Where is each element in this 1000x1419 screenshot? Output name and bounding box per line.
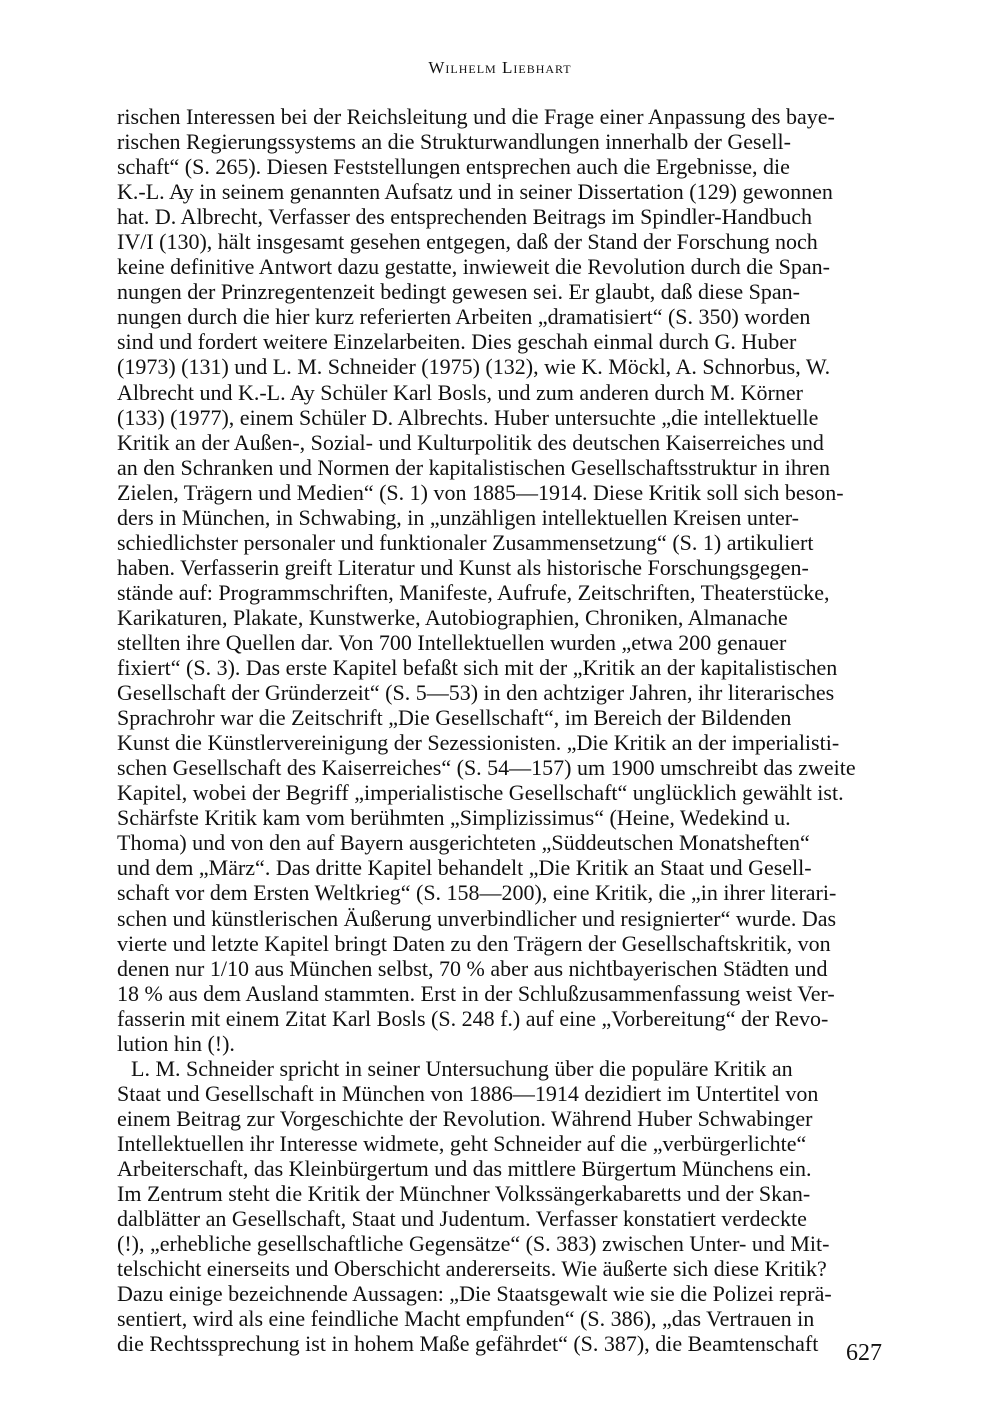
- text-line: keine definitive Antwort dazu gestatte, inwieweit die Revolution durch die Span-: [117, 254, 830, 280]
- text-line: Karikaturen, Plakate, Kunstwerke, Autobiographien, Chroniken, Almanache: [117, 604, 788, 630]
- text-line: Schärfste Kritik kam vom berühmten „Simplizissimus“ (Heine, Wedekind u.: [117, 805, 791, 831]
- text-line: Zielen, Trägern und Medien“ (S. 1) von 1885—1914. Diese Kritik soll sich beson-: [117, 479, 844, 505]
- text-line: die Rechtssprechung ist in hohem Maße gefährdet“ (S. 387), die Beamtenschaft: [117, 1331, 819, 1357]
- text-line: Thoma) und von den auf Bayern ausgerichteten „Süddeutschen Monatsheften“: [117, 830, 810, 856]
- text-line: L. M. Schneider spricht in seiner Untersuchung über die populäre Kritik an: [131, 1055, 793, 1081]
- text-line: telschicht einerseits und Oberschicht andererseits. Wie äußerte sich diese Kritik?: [117, 1256, 827, 1282]
- text-line: Gesellschaft der Gründerzeit“ (S. 5—53) in den achtziger Jahren, ihr literarisches: [117, 680, 835, 706]
- text-line: nungen der Prinzregentenzeit bedingt gewesen sei. Er glaubt, daß diese Span-: [117, 279, 800, 305]
- text-line: stellten ihre Quellen dar. Von 700 Intellektuellen wurden „etwa 200 genauer: [117, 629, 787, 655]
- text-line: an den Schranken und Normen der kapitalistischen Gesellschaftsstruktur in ihren: [117, 454, 830, 480]
- text-line: vierte und letzte Kapitel bringt Daten zu den Trägern der Gesellschaftskritik, von: [117, 930, 831, 956]
- text-line: hat. D. Albrecht, Verfasser des entsprechenden Beitrags im Spindler-Handbuch: [117, 204, 813, 230]
- text-line: dalblätter an Gesellschaft, Staat und Judentum. Verfasser konstatiert verdeckte: [117, 1206, 807, 1232]
- text-line: Im Zentrum steht die Kritik der Münchner Volkssängerkabaretts und der Skan-: [117, 1181, 811, 1207]
- text-line: K.-L. Ay in seinem genannten Aufsatz und in seiner Dissertation (129) gewonnen: [117, 179, 833, 205]
- text-line: Kunst die Künstlervereinigung der Sezessionisten. „Die Kritik an der imperialisti-: [117, 730, 840, 756]
- text-line: Albrecht und K.-L. Ay Schüler Karl Bosls, und zum anderen durch M. Körner: [117, 379, 803, 405]
- text-line: ders in München, in Schwabing, in „unzähligen intellektuellen Kreisen unter-: [117, 504, 799, 530]
- text-line: lution hin (!).: [117, 1030, 235, 1056]
- text-line: schaft“ (S. 265). Diesen Feststellungen entsprechen auch die Ergebnisse, die: [117, 154, 790, 180]
- text-line: schen und künstlerischen Äußerung unverbindlicher und resignierter“ wurde. Das: [117, 905, 837, 931]
- text-line: und dem „März“. Das dritte Kapitel behandelt „Die Kritik an Staat und Gesell-: [117, 855, 812, 881]
- text-line: rischen Regierungssystems an die Strukturwandlungen innerhalb der Gesell-: [117, 129, 791, 155]
- text-line: (1973) (131) und L. M. Schneider (1975) (132), wie K. Möckl, A. Schnorbus, W.: [117, 354, 831, 380]
- text-line: haben. Verfasserin greift Literatur und Kunst als historische Forschungsgegen-: [117, 554, 809, 580]
- text-line: schaft vor dem Ersten Weltkrieg“ (S. 158—200), eine Kritik, die „in ihrer literari-: [117, 880, 837, 906]
- text-line: Kapitel, wobei der Begriff „imperialistische Gesellschaft“ unglücklich gewählt ist.: [117, 780, 844, 806]
- text-line: schen Gesellschaft des Kaiserreiches“ (S. 54—157) um 1900 umschreibt das zweite: [117, 755, 856, 781]
- text-line: (!), „erhebliche gesellschaftliche Gegensätze“ (S. 383) zwischen Unter- und Mit-: [117, 1231, 830, 1257]
- text-line: stände auf: Programmschriften, Manifeste, Aufrufe, Zeitschriften, Theaterstücke,: [117, 579, 830, 605]
- text-line: IV/I (130), hält insgesamt gesehen entgegen, daß der Stand der Forschung noch: [117, 229, 818, 255]
- text-line: einem Beitrag zur Vorgeschichte der Revolution. Während Huber Schwabinger: [117, 1105, 813, 1131]
- text-line: denen nur 1/10 aus München selbst, 70 % aber aus nichtbayerischen Städten und: [117, 955, 828, 981]
- body-text: [117, 104, 880, 1356]
- text-line: Dazu einige bezeichnende Aussagen: „Die Staatsgewalt wie sie die Polizei reprä-: [117, 1281, 832, 1307]
- text-line: Kritik an der Außen-, Sozial- und Kulturpolitik des deutschen Kaiserreiches und: [117, 429, 824, 455]
- text-line: nungen durch die hier kurz referierten Arbeiten „dramatisiert“ (S. 350) worden: [117, 304, 811, 330]
- text-line: Staat und Gesellschaft in München von 1886—1914 dezidiert im Untertitel von: [117, 1080, 819, 1106]
- text-line: (133) (1977), einem Schüler D. Albrechts. Huber untersuchte „die intellektuelle: [117, 404, 819, 430]
- text-line: 18 % aus dem Ausland stammten. Erst in der Schlußzusammenfassung weist Ver-: [117, 980, 835, 1006]
- text-line: fixiert“ (S. 3). Das erste Kapitel befaßt sich mit der „Kritik an der kapitalistischen: [117, 655, 838, 681]
- text-line: rischen Interessen bei der Reichsleitung und die Frage einer Anpassung des baye-: [117, 104, 835, 129]
- text-line: Intellektuellen ihr Interesse widmete, geht Schneider auf die „verbürgerlichte“: [117, 1130, 807, 1156]
- page-number: 627: [846, 1340, 882, 1366]
- text-line: sentiert, wird als eine feindliche Macht empfunden“ (S. 386), „das Vertrauen in: [117, 1306, 815, 1332]
- text-line: sind und fordert weitere Einzelarbeiten. Dies geschah einmal durch G. Huber: [117, 329, 797, 355]
- text-line: Sprachrohr war die Zeitschrift „Die Gesellschaft“, im Bereich der Bildenden: [117, 705, 792, 731]
- running-head: Wilhelm Liebhart: [428, 58, 572, 77]
- text-line: Arbeiterschaft, das Kleinbürgertum und das mittlere Bürgertum Münchens ein.: [117, 1155, 812, 1181]
- text-line: fasserin mit einem Zitat Karl Bosls (S. 248 f.) auf eine „Vorbereitung“ der Revo-: [117, 1005, 829, 1031]
- text-line: schiedlichster personaler und funktionaler Zusammensetzung“ (S. 1) artikuliert: [117, 529, 814, 555]
